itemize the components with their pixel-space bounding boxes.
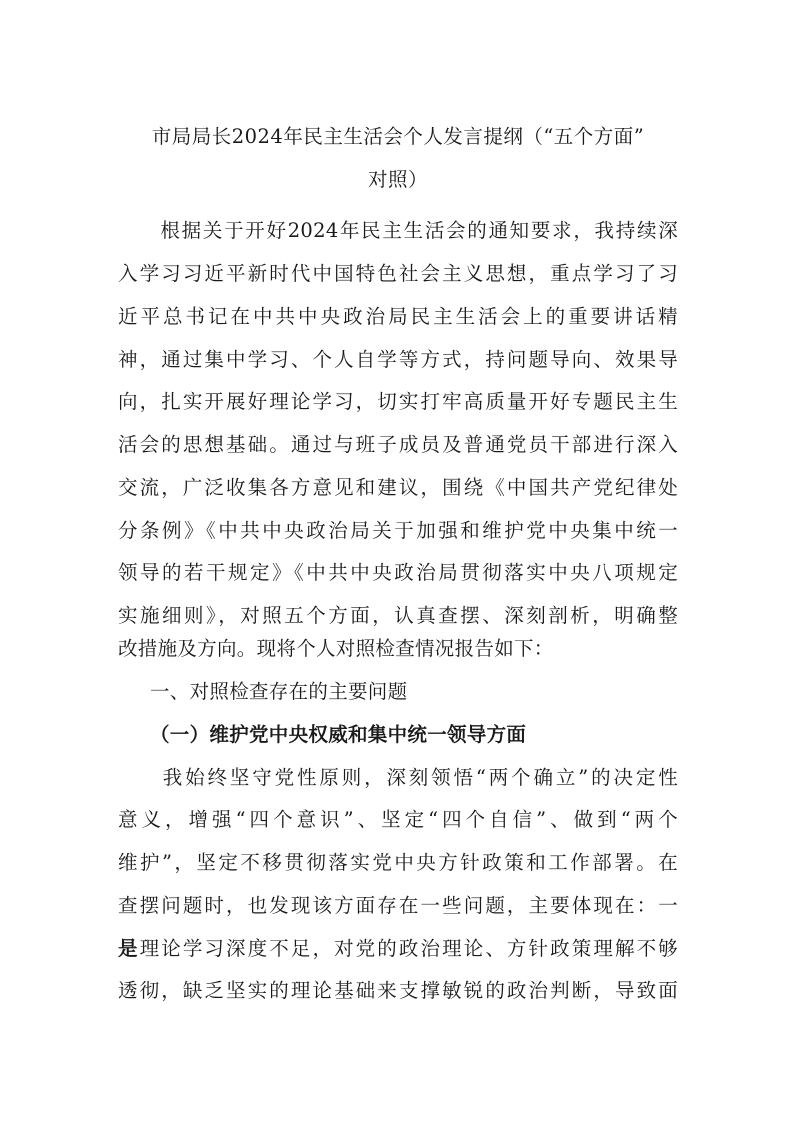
paragraph-2-line-3: 维护”，坚定不移贯彻落实党中央方针政策和工作部署。在 (118, 851, 678, 874)
document-title-line-1: 市局局长2024年民主生活会个人发言提纲（“五个方面” (151, 125, 645, 148)
paragraph-2-line-4: 查摆问题时，也发现该方面存在一些问题，主要体现在：一 (118, 894, 678, 917)
paragraph-1-line-1: 根据关于开好2024年民主生活会的通知要求，我持续深 (118, 219, 678, 242)
paragraph-1-line-11: 改措施及方向。现将个人对照检查情况报告如下： (118, 637, 554, 660)
paragraph-1-line-5: 向，扎实开展好理论学习，切实打牢高质量开好专题民主生 (118, 390, 678, 413)
paragraph-1-line-8: 分条例》《中共中央政治局关于加强和维护党中央集中统一 (118, 519, 678, 542)
paragraph-2-line-6: 透彻，缺乏坚实的理论基础来支撑敏锐的政治判断，导致面 (118, 979, 678, 1002)
section-heading-1: 一、对照检查存在的主要问题 (150, 680, 408, 703)
paragraph-2-line-5-rest: 理论学习深度不足，对党的政治理论、方针政策理解不够 (139, 937, 678, 960)
paragraph-1-line-7: 交流，广泛收集各方意见和建议，围绕《中国共产党纪律处 (118, 476, 678, 499)
subsection-heading-1: （一）维护党中央权威和集中统一领导方面 (150, 723, 527, 746)
emphasis-lead: 是 (118, 937, 140, 960)
paragraph-1-line-4: 神，通过集中学习、个人自学等方式，持问题导向、效果导 (118, 348, 678, 371)
paragraph-2-line-1: 我始终坚守党性原则，深刻领悟“两个确立”的决定性 (118, 766, 678, 789)
paragraph-1-line-2: 入学习习近平新时代中国特色社会主义思想，重点学习了习 (118, 262, 678, 285)
paragraph-1-line-10: 实施细则》，对照五个方面，认真查摆、深刻剖析，明确整 (118, 604, 678, 627)
paragraph-1-line-9: 领导的若干规定》《中共中央政治局贯彻落实中央八项规定 (118, 561, 678, 584)
paragraph-1-line-6: 活会的思想基础。通过与班子成员及普通党员干部进行深入 (118, 433, 678, 456)
paragraph-2-line-2: 意义，增强“四个意识”、坚定“四个自信”、做到“两个 (118, 808, 678, 831)
paragraph-2-line-5 (118, 929, 678, 969)
document-title-line-2: 对照） (367, 168, 428, 191)
paragraph-1-line-3: 近平总书记在中共中央政治局民主生活会上的重要讲话精 (118, 305, 678, 328)
